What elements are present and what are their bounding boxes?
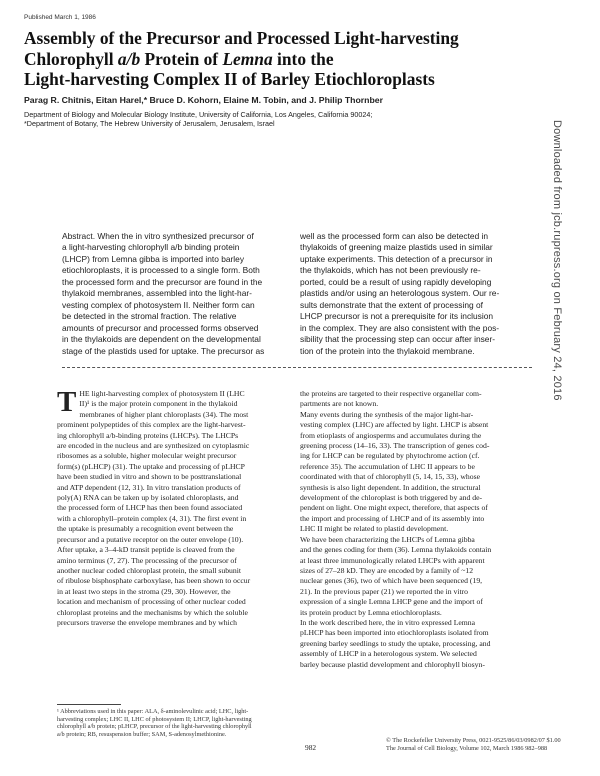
title-line-2: Chlorophyll a/b Protein of Lemna into the	[24, 48, 334, 69]
published-date: Published March 1, 1986	[24, 14, 96, 21]
page-number: 982	[305, 743, 317, 752]
abstract-right-column: well as the processed form can also be detected in thylakoids of greening maize plastids used in similar uptake experiments. This detection of a precursor in the thylakoids, which has not been previously re- ported, could be a result of using rapidly developing plastids and/or using an heterologous system. Our re- sults demonstrate that the extent of processing of LHCP precursor is not a prerequisite for its inclusion in the complex. They are also consistent with the pos- sibility that the processing step can occur after inser- tion of the protein into the thylakoid membrane.	[300, 231, 500, 356]
affiliation-1: Department of Biology and Molecular Biology Institute, University of California, Los Angeles, California 90024;	[24, 110, 373, 119]
footnote: ¹ Abbreviations used in this paper: ALA, δ-aminolevulinic acid; LHC, light- harvesting complex; LHC II, LHC of photosystem II; LHCP, light-harvesting chlorophyll a/b protein; pLHCP, precursor of the light-harvesting chlorophyll a/b protein; RB, resuspension buffer; SAM, S-adenosylmethionine.	[57, 708, 252, 738]
abstract-left-column: Abstract. When the in vitro synthesized precursor of a light-harvesting chlorophyll a/b binding protein (LHCP) from Lemna gibba is imported into barley etiochloroplasts, it is processed to a single form. Both the processed form and the precursor are found in the thylakoid membranes, assembled into the light-har- vesting complex of photosystem II. Neither form can be detected in the stromal fraction. The relative amounts of precursor and processed forms observed in the thylakoids are dependent on the developmental stage of the plastids used for uptake. The precursor as	[62, 231, 265, 356]
copyright-notice: © The Rockefeller University Press, 0021-9525/86/03/0982/07 $1.00 The Journal of Cell Biology, Volume 102, March 1986 982–988	[386, 737, 561, 752]
body-left-column: T HE light-harvesting complex of photosystem II (LHC II)¹ is the major protein component in the thylakoid membranes of higher plant chloroplasts (34). The most prominent polypeptides of this complex are the light-harvest- ing chlorophyll a/b-binding proteins (LHCPs). The LHCPs are encoded in the nucleus and are synthesized on cytoplasmic ribosomes as a soluble, higher molecular weight precursor form(s) (pLHCP) (31). The uptake and processing of pLHCP have been studied in vitro and shown to be posttranslational and ATP dependent (12, 31). In vitro translation products of poly(A) RNA can be taken up by isolated chloroplasts, and the processed form of LHCP has then been found associated with a chlorophyll–protein complex (4, 31). The first event in the uptake is presumably a recognition event between the precursor and a putative receptor on the outer envelope (10). After uptake, a 3–4-kD transit peptide is cleaved from the amino terminus (7, 27). The processing of the precursor of another nuclear coded chloroplast protein, the small subunit of ribulose bisphosphate carboxylase, has been shown to occur in at least two steps in the stroma (29, 30). However, the location and mechanism of processing of other nuclear coded chloroplast proteins and the mechanisms by which the soluble precursors traverse the envelope membranes and by which	[57, 386, 251, 627]
download-watermark: Downloaded from jcb.rupress.org on February 24, 2016	[551, 120, 563, 401]
section-divider	[62, 367, 532, 368]
affiliations	[24, 110, 554, 129]
authors: Parag R. Chitnis, Eitan Harel,* Bruce D. Kohorn, Elaine M. Tobin, and J. Philip Thornber	[24, 95, 383, 105]
drop-cap: T	[57, 386, 77, 418]
title-line-1: Assembly of the Precursor and Processed Light-harvesting	[24, 28, 459, 48]
affiliation-2: *Department of Botany, The Hebrew University of Jerusalem, Jerusalem, Israel	[24, 119, 275, 129]
title-line-3: Light-harvesting Complex II of Barley Etiochloroplasts	[24, 69, 435, 89]
body-right-column: the proteins are targeted to their respective organellar com- partments are not known. Many events during the synthesis of the major light-har- vesting complex (LHC) are affected by light. LHCP is absent from etioplasts of angiosperms and accumulates during the greening process (14–16, 33). The transcription of genes cod- ing for LHCP can be regulated by phytochrome action (cf. reference 35). The accumulation of LHC II appears to be coordinated with that of chlorophyll (5, 14, 15, 33), whose synthesis is also light dependent. In addition, the structural development of the chloroplast is both triggered by and de- pendent on light. One might expect, therefore, that aspects of the import and processing of LHCP and of its assembly into LHC II might be related to plastid development. We have been characterizing the LHCPs of Lemna gibba and the genes coding for them (36). Lemna thylakoids contain at least three immunologically related LHCPs with apparent sizes of 27–28 kD. They are encoded by a family of ~12 nuclear genes (36), two of which have been sequenced (19, 21). In the previous paper (21) we reported the in vitro expression of a single Lemna LHCP gene and the import of its protein product by Lemna etiochloroplasts. In the work described here, the in vitro expressed Lemna pLHCP has been imported into etiochloroplasts isolated from greening barley seedlings to study the uptake, processing, and assembly of LHCP in a heterologous system. We selected barley because plastid development and chlorophyll biosyn-	[300, 389, 492, 669]
article-title	[24, 28, 524, 90]
footnote-divider	[57, 704, 121, 705]
